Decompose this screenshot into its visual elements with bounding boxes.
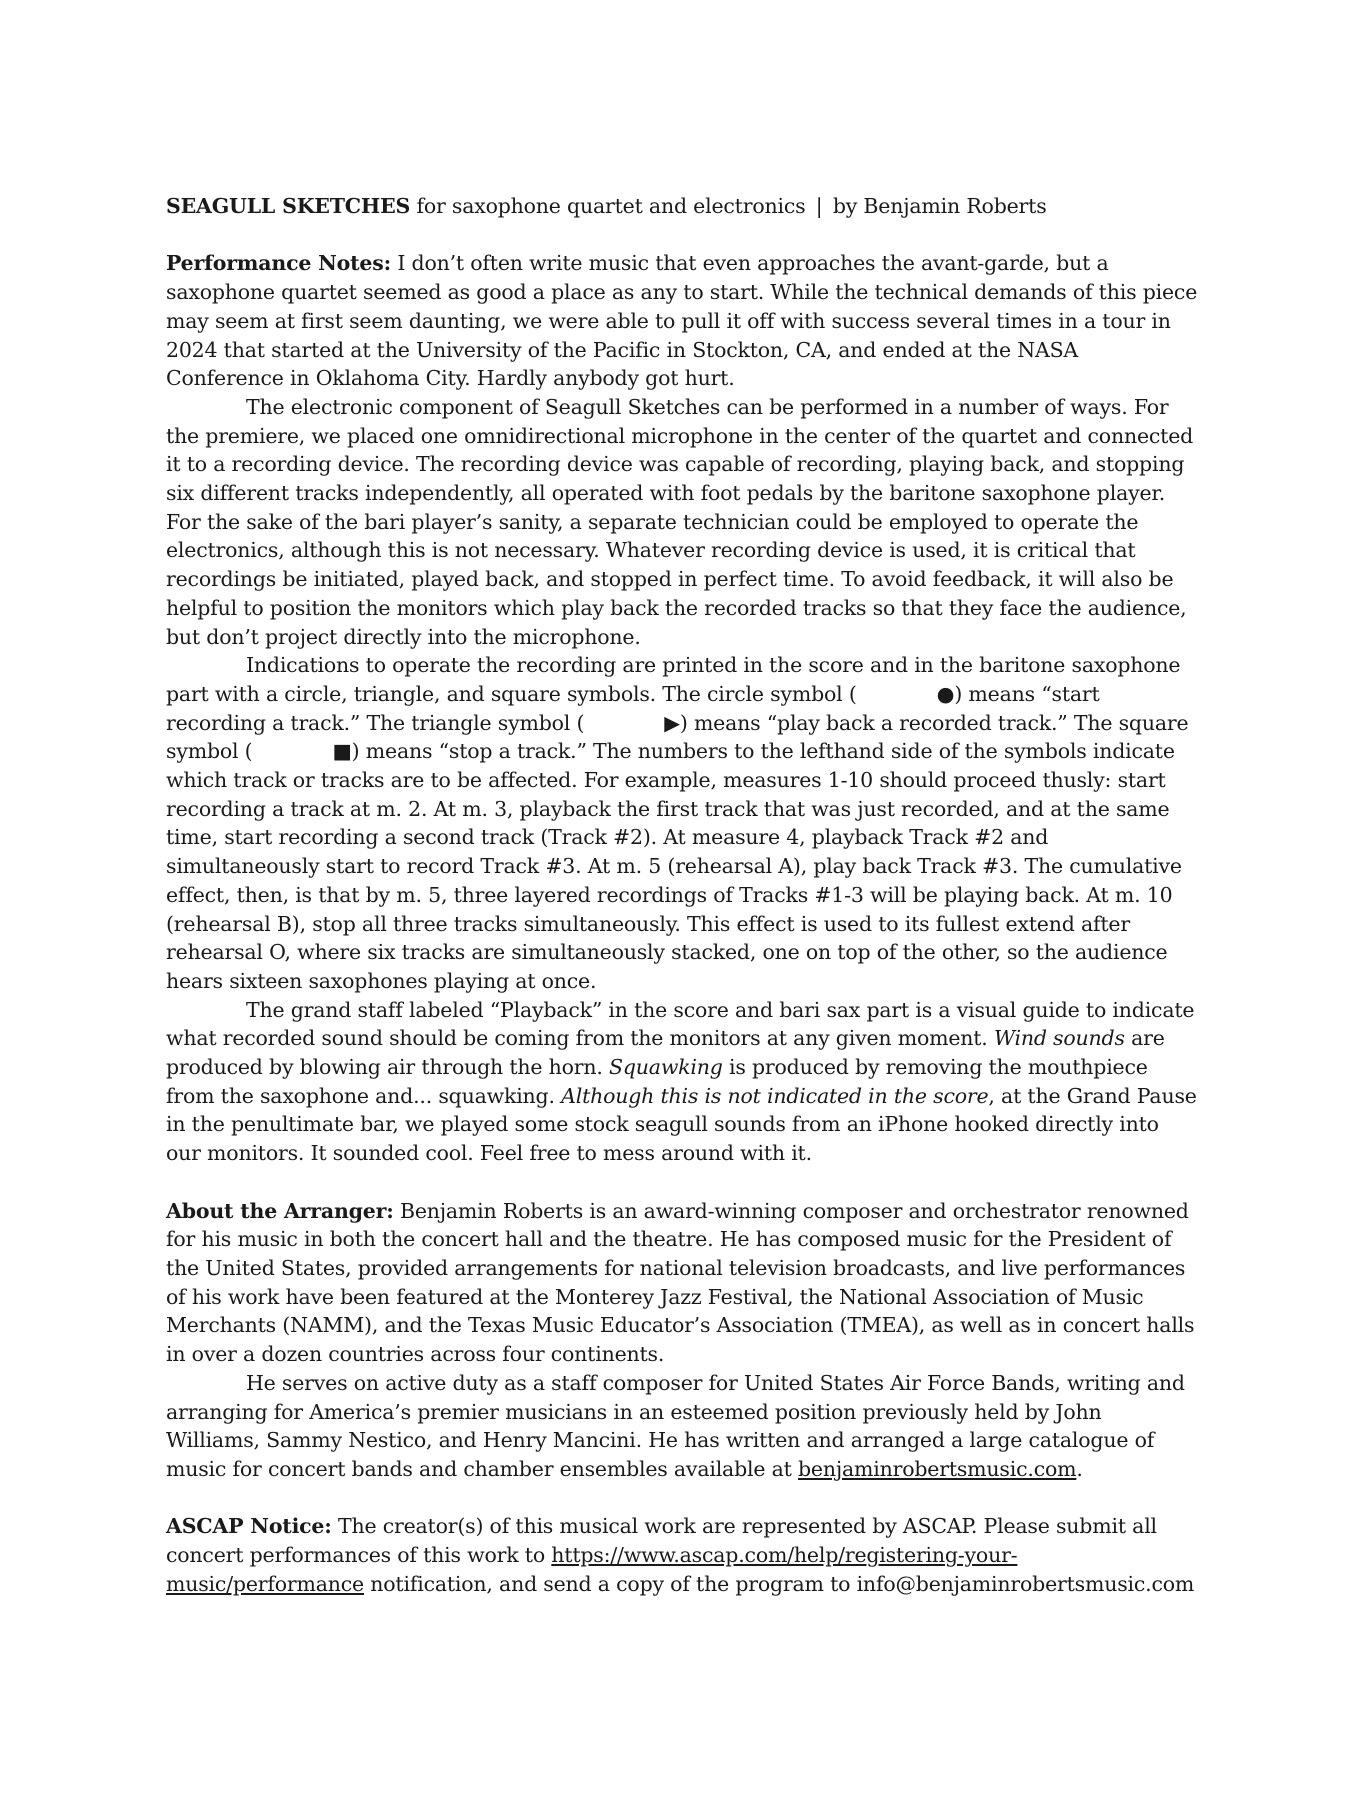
about-text-2b: . xyxy=(1076,1456,1083,1481)
p4-text-d: , at the Grand Pause in the penultimate bar, we played some stock seagull sounds from an iPhone hooked directly into our monitors. It sounded cool. Feel free to mess around with it. xyxy=(166,1083,1197,1166)
p4-text-a: The grand staff labeled “Playback” in the score and bari sax part is a visual guide to indicate what recorded sound should be coming from the monitors at any given moment. xyxy=(166,997,1195,1051)
ascap-text-a: The creator(s) of this musical work are represented by ASCAP. Please submit all concert performances of this work to xyxy=(166,1514,1157,1567)
ascap-label: ASCAP Notice: xyxy=(166,1514,332,1539)
ascap-text-b: notification, and send a copy of the program to info@benjaminrobertsmusic.com xyxy=(363,1571,1195,1596)
performance-notes-paragraph-2: The electronic component of Seagull Sketches can be performed in a number of ways. For the premiere, we placed one omnidirectional microphone in the center of the quartet and connected it to a recording device. The recording device was capable of recording, playing back, and stopping six different tracks independently, all operated with foot pedals by the baritone saxophone player. For the sake of the bari player’s sanity, a separate technician could be employed to operate the electronics, although this is not necessary. Whatever recording device is used, it is critical that recordings be initiated, played back, and stopped in perfect time. To avoid feedback, it will also be helpful to position the monitors which play back the recorded tracks so that they face the audience, but don’t project directly into the microphone. xyxy=(166,394,1194,649)
performance-notes-paragraph-3 xyxy=(166,651,1198,995)
title-separator: | xyxy=(815,194,823,218)
performance-notes-label: Performance Notes: xyxy=(166,251,391,276)
p3-text-d: ) means “stop a track.” The numbers to the lefthand side of the symbols indicate which track or tracks are to be affected. For example, measures 1-10 should proceed thusly: start recording a track at m. 2. At m. 3, playback the first track that was just recorded, and at the same time, start recording a second track (Track #2). At measure 4, playback Track #2 and simultaneously start to record Track #3. At m. 5 (rehearsal A), play back Track #3. The cumulative effect, then, is that by m. 5, three layered recordings of Tracks #1-3 will be playing back. At m. 10 (rehearsal B), stop all three tracks simultaneously. This effect is used to its fullest extend after rehearsal O, where six tracks are simultaneously stacked, one on top of the other, so the audience hears sixteen saxophones playing at once. xyxy=(166,739,1182,993)
performance-notes-section xyxy=(166,249,1198,1168)
performance-notes-text-1: I don’t often write music that even approaches the avant-garde, but a saxophone quartet seemed as good a place as any to start. While the technical demands of this piece may seem at first seem daunting, we were able to pull it off with success several times in a tour in 2024 that started at the University of the Pacific in Stockton, CA, and ended at the NASA Conference in Oklahoma City. Hardly anybody got hurt. xyxy=(166,251,1198,391)
title-line xyxy=(166,192,1198,221)
record-circle-icon: ● xyxy=(936,681,955,706)
about-text-2a: He serves on active duty as a staff composer for United States Air Force Bands, writing and arranging for America’s premier musicians in an esteemed position previously held by John Williams, Sammy Nestico, and Henry Mancini. He has written and arranged a large catalogue of music for concert bands and chamber ensembles available at xyxy=(166,1370,1185,1481)
p4-squawking: Squawking xyxy=(609,1055,723,1080)
ascap-notice-section xyxy=(166,1512,1198,1598)
performance-notes-paragraph-1 xyxy=(166,249,1198,393)
stop-square-icon: ■ xyxy=(332,739,352,764)
p3-text-c: ) means “play back a recorded track.” The square symbol ( xyxy=(166,710,1189,764)
performance-notes-paragraph-4 xyxy=(166,996,1198,1168)
p3-text-a: Indications to operate the recording are printed in the score and in the baritone saxophone part with a circle, triangle, and square symbols. The circle symbol ( xyxy=(166,653,1181,706)
ascap-paragraph xyxy=(166,1512,1198,1598)
play-triangle-icon: ▶ xyxy=(664,710,680,735)
ascap-link[interactable]: https://www.ascap.com/help/registering-your-music/performance xyxy=(166,1543,1018,1596)
document-subtitle: for saxophone quartet and electronics xyxy=(416,194,806,218)
website-link[interactable]: benjaminrobertsmusic.com xyxy=(797,1456,1077,1481)
about-text-1: Benjamin Roberts is an award-winning composer and orchestrator renowned for his music in both the concert hall and the theatre. He has composed music for the President of the United States, provided arrangements for national television broadcasts, and live performances of his work have been featured at the Monterey Jazz Festival, the National Association of Music Merchants (NAMM), and the Texas Music Educator’s Association (TMEA), as well as in concert halls in over a dozen countries across four continents. xyxy=(166,1198,1195,1367)
p4-wind-sounds: Wind sounds xyxy=(993,1026,1125,1051)
about-paragraph-2 xyxy=(166,1369,1198,1484)
about-label: About the Arranger: xyxy=(166,1198,394,1223)
p3-text-b: ) means “start recording a track.” The triangle symbol ( xyxy=(166,681,1100,735)
p4-although: Although this is not indicated in the score xyxy=(561,1083,989,1108)
p4-text-c: is produced by removing the mouthpiece from the saxophone and... squawking. xyxy=(166,1055,1148,1108)
document-byline: by Benjamin Roberts xyxy=(832,194,1047,218)
document-title: SEAGULL SKETCHES xyxy=(166,194,411,218)
about-arranger-section xyxy=(166,1197,1198,1484)
about-paragraph-1 xyxy=(166,1197,1198,1369)
p4-text-b: are produced by blowing air through the horn. xyxy=(166,1026,1165,1080)
